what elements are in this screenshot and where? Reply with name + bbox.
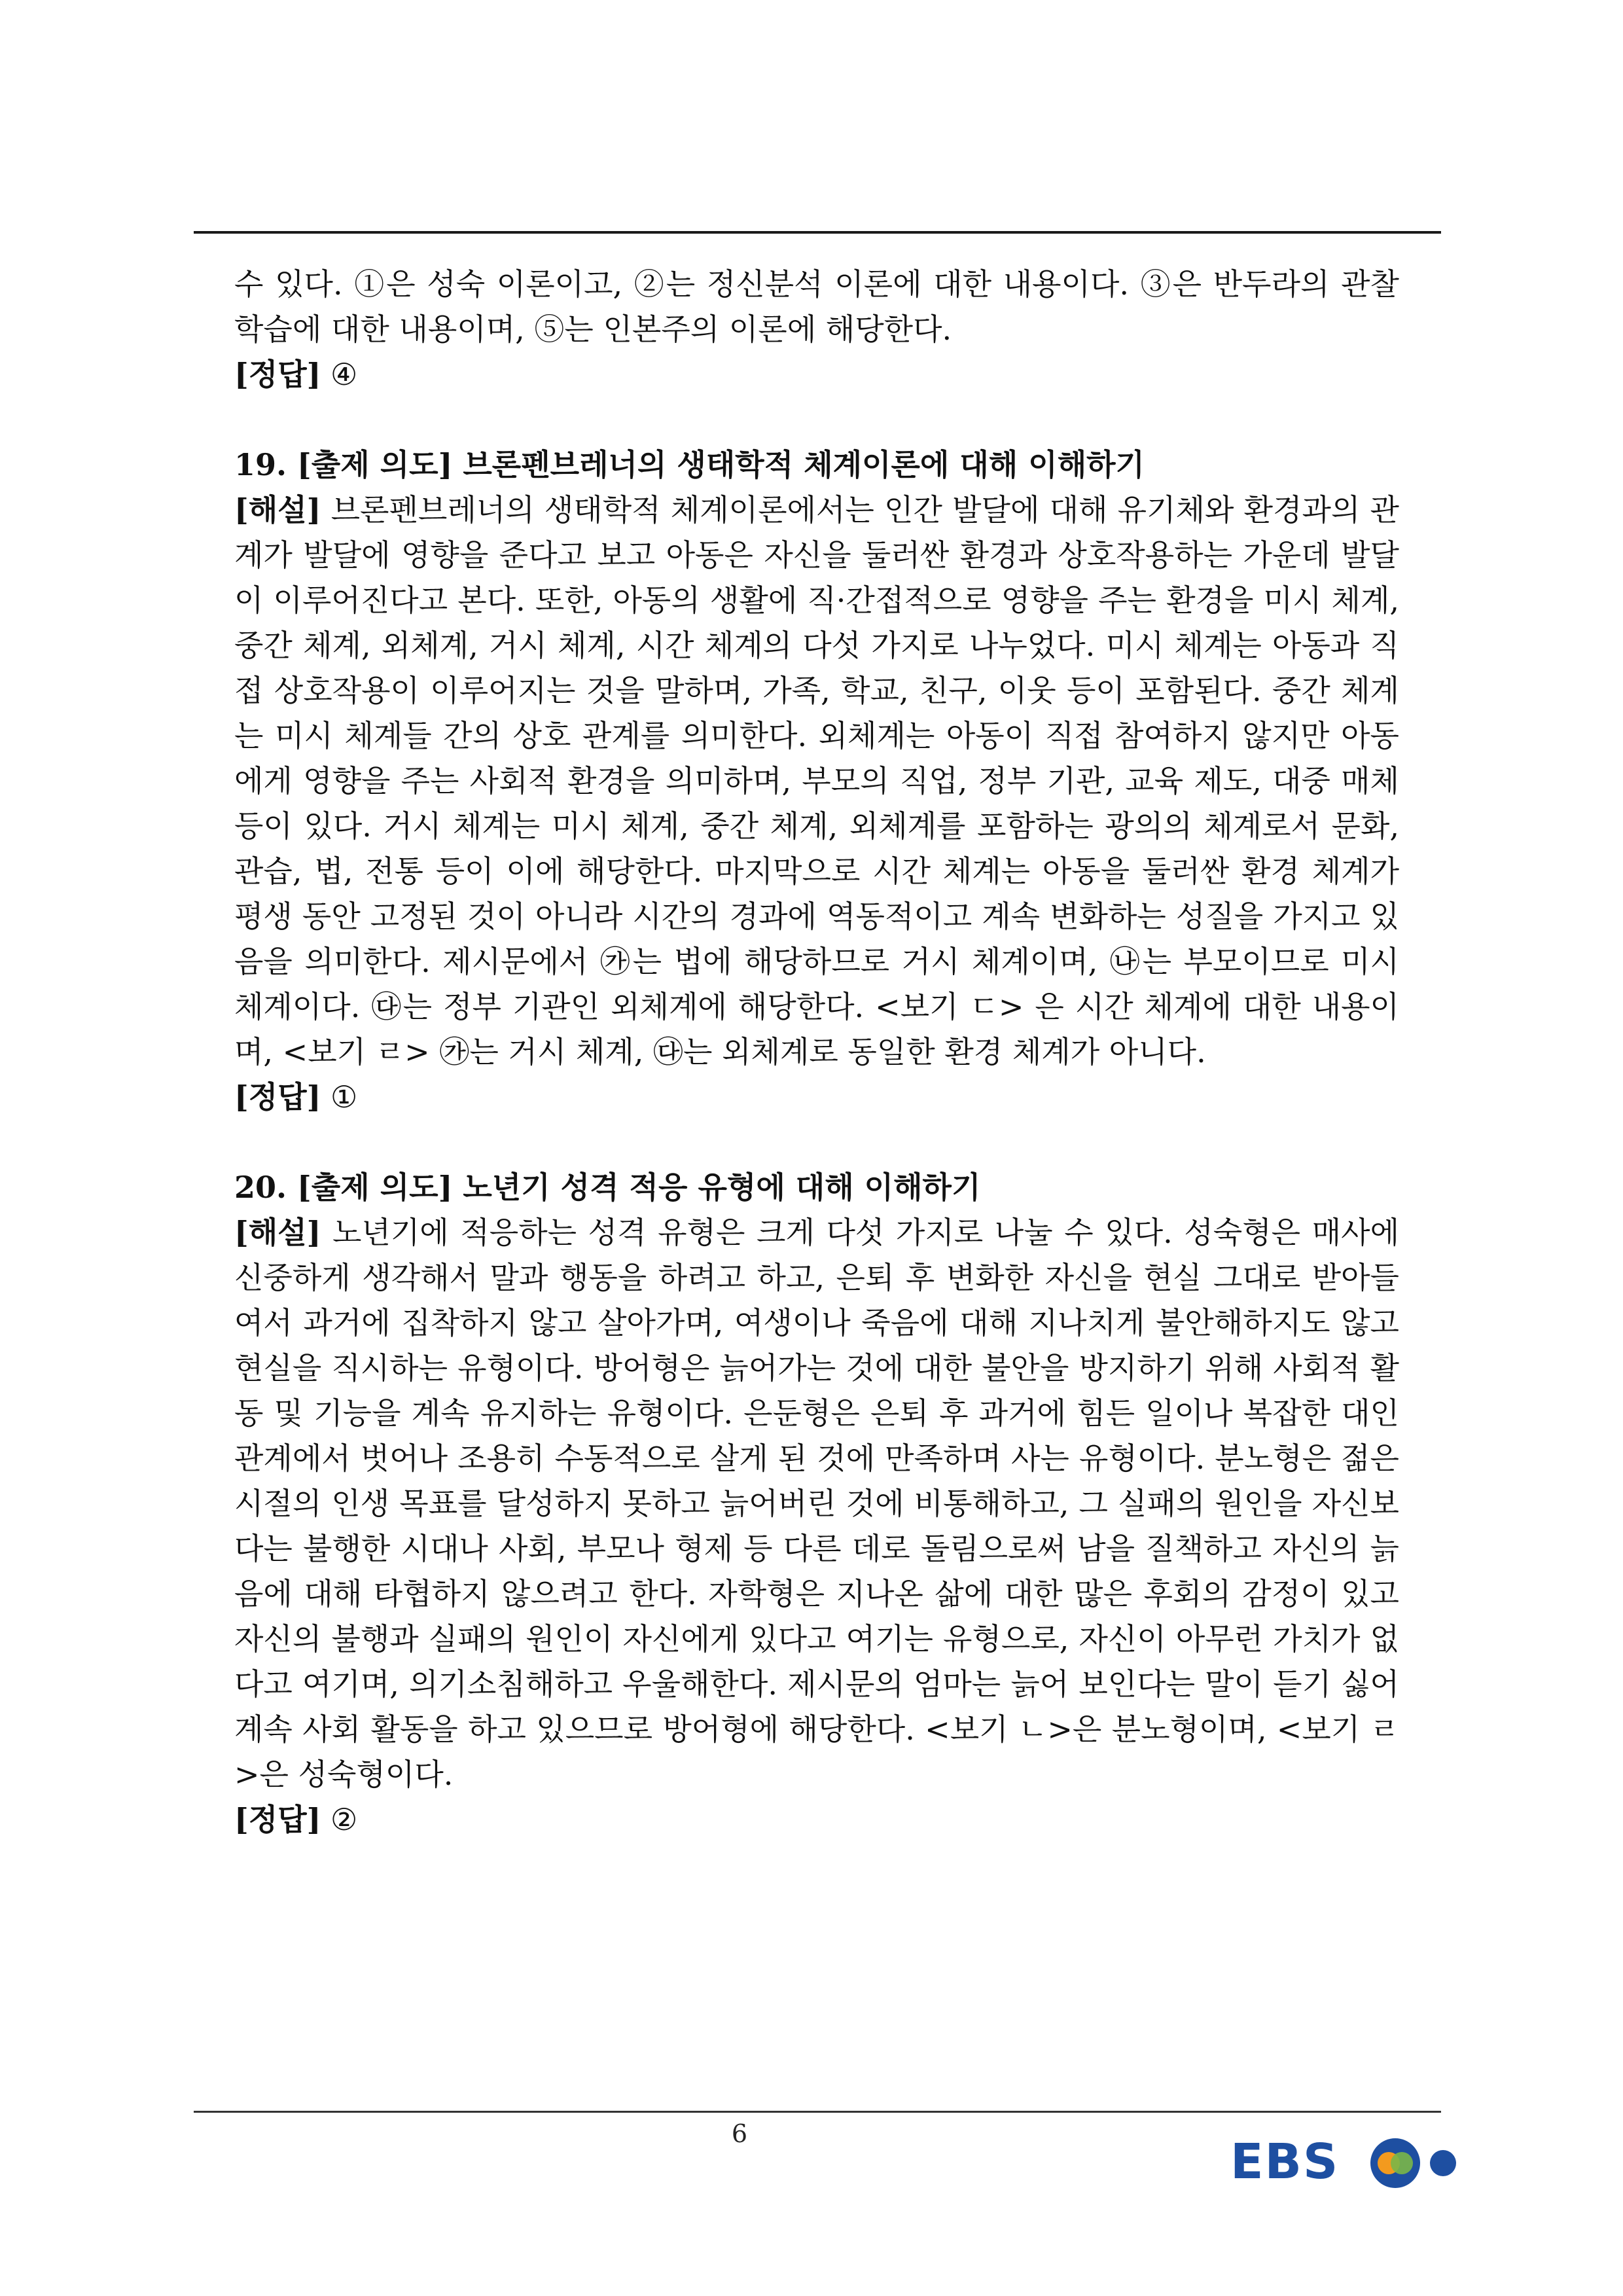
- answer-20: [234, 1797, 1399, 1842]
- logo-small-dot-icon: [1430, 2150, 1456, 2176]
- explanation-label: [해설]: [234, 1215, 321, 1250]
- explanation-label: [해설]: [234, 492, 321, 528]
- answer-value: ②: [330, 1802, 358, 1837]
- page-number: 6: [731, 2119, 748, 2148]
- answer-label: [정답]: [234, 1079, 321, 1115]
- ebs-logo-text: EBS: [1230, 2134, 1340, 2190]
- spacer: [234, 397, 1399, 442]
- question-20-explanation: [234, 1210, 1399, 1797]
- question-19-explanation: [234, 488, 1399, 1075]
- answer-label: [정답]: [234, 357, 321, 392]
- answer-label: [정답]: [234, 1802, 321, 1837]
- ebs-logo: [1230, 2127, 1466, 2199]
- answer-19: [234, 1075, 1399, 1120]
- header-rule: [194, 231, 1441, 234]
- spacer: [234, 1120, 1399, 1165]
- answer-value: ①: [330, 1079, 358, 1115]
- page-body: [234, 262, 1399, 1842]
- answer-18: [234, 352, 1399, 397]
- intro-paragraph: 수 있다. ①은 성숙 이론이고, ②는 정신분석 이론에 대한 내용이다. ③은 반두라의 관찰 학습에 대한 내용이며, ⑤는 인본주의 이론에 해당한다.: [234, 266, 1399, 347]
- answer-value: ④: [330, 357, 358, 392]
- question-19-heading: 19. [출제 의도] 브론펜브레너의 생태학적 체계이론에 대해 이해하기: [234, 447, 1145, 482]
- explanation-text: 브론펜브레너의 생태학적 체계이론에서는 인간 발달에 대해 유기체와 환경과의 관계가 발달에 영향을 준다고 보고 아동은 자신을 둘러싼 환경과 상호작용하는 가운데 발달이 이루어진다고 본다. 또한, 아동의 생활에 직·간접적으로 영향을 주는 환경을 미시 체계, 중간 체계, 외체계, 거시 체계, 시간 체계의 다섯 가지로 나누었다. 미시 체계는 아동과 직접 상호작용이 이루어지는 것을 말하며, 가족, 학교, 친구, 이웃 등이 포함된다. 중간 체계는 미시 체계들 간의 상호 관계를 의미한다. 외체계는 아동이 직접 참여하지 않지만 아동에게 영향을 주는 사회적 환경을 의미하며, 부모의 직업, 정부 기관, 교육 제도, 대중 매체 등이 있다. 거시 체계는 미시 체계, 중간 체계, 외체계를 포함하는 광의의 체계로서 문화, 관습, 법, 전통 등이 이에 해당한다. 마지막으로 시간 체계는 아동을 둘러싼 환경 체계가 평생 동안 고정된 것이 아니라 시간의 경과에 역동적이고 계속 변화하는 성질을 가지고 있음을 의미한다. 제시문에서 ㉮는 법에 해당하므로 거시 체계이며, ㉯는 부모이므로 미시 체계이다. ㉰는 정부 기관인 외체계에 해당한다. <보기 ㄷ> 은 시간 체계에 대한 내용이며, <보기 ㄹ> ㉮는 거시 체계, ㉰는 외체계로 동일한 환경 체계가 아니다.: [234, 492, 1399, 1069]
- ebs-logo-circles-icon: [1361, 2127, 1466, 2199]
- explanation-text: 노년기에 적응하는 성격 유형은 크게 다섯 가지로 나눌 수 있다. 성숙형은 매사에 신중하게 생각해서 말과 행동을 하려고 하고, 은퇴 후 변화한 자신을 현실 그대로 받아들여서 과거에 집착하지 않고 살아가며, 여생이나 죽음에 대해 지나치게 불안해하지도 않고 현실을 직시하는 유형이다. 방어형은 늙어가는 것에 대한 불안을 방지하기 위해 사회적 활동 및 기능을 계속 유지하는 유형이다. 은둔형은 은퇴 후 과거에 힘든 일이나 복잡한 대인 관계에서 벗어나 조용히 수동적으로 살게 된 것에 만족하며 사는 유형이다. 분노형은 젊은 시절의 인생 목표를 달성하지 못하고 늙어버린 것에 비통해하고, 그 실패의 원인을 자신보다는 불행한 시대나 사회, 부모나 형제 등 다른 데로 돌림으로써 남을 질책하고 자신의 늙음에 대해 타협하지 않으려고 한다. 자학형은 지나온 삶에 대한 많은 후회의 감정이 있고 자신의 불행과 실패의 원인이 자신에게 있다고 여기는 유형으로, 자신이 아무런 가치가 없다고 여기며, 의기소침해하고 우울해한다. 제시문의 엄마는 늙어 보인다는 말이 듣기 싫어 계속 사회 활동을 하고 있으므로 방어형에 해당한다. <보기 ㄴ>은 분노형이며, <보기 ㄹ>은 성숙형이다.: [234, 1215, 1400, 1792]
- footer-rule: [194, 2111, 1441, 2113]
- question-20-heading: 20. [출제 의도] 노년기 성격 적응 유형에 대해 이해하기: [234, 1170, 981, 1205]
- logo-green-dot-icon: [1391, 2152, 1413, 2174]
